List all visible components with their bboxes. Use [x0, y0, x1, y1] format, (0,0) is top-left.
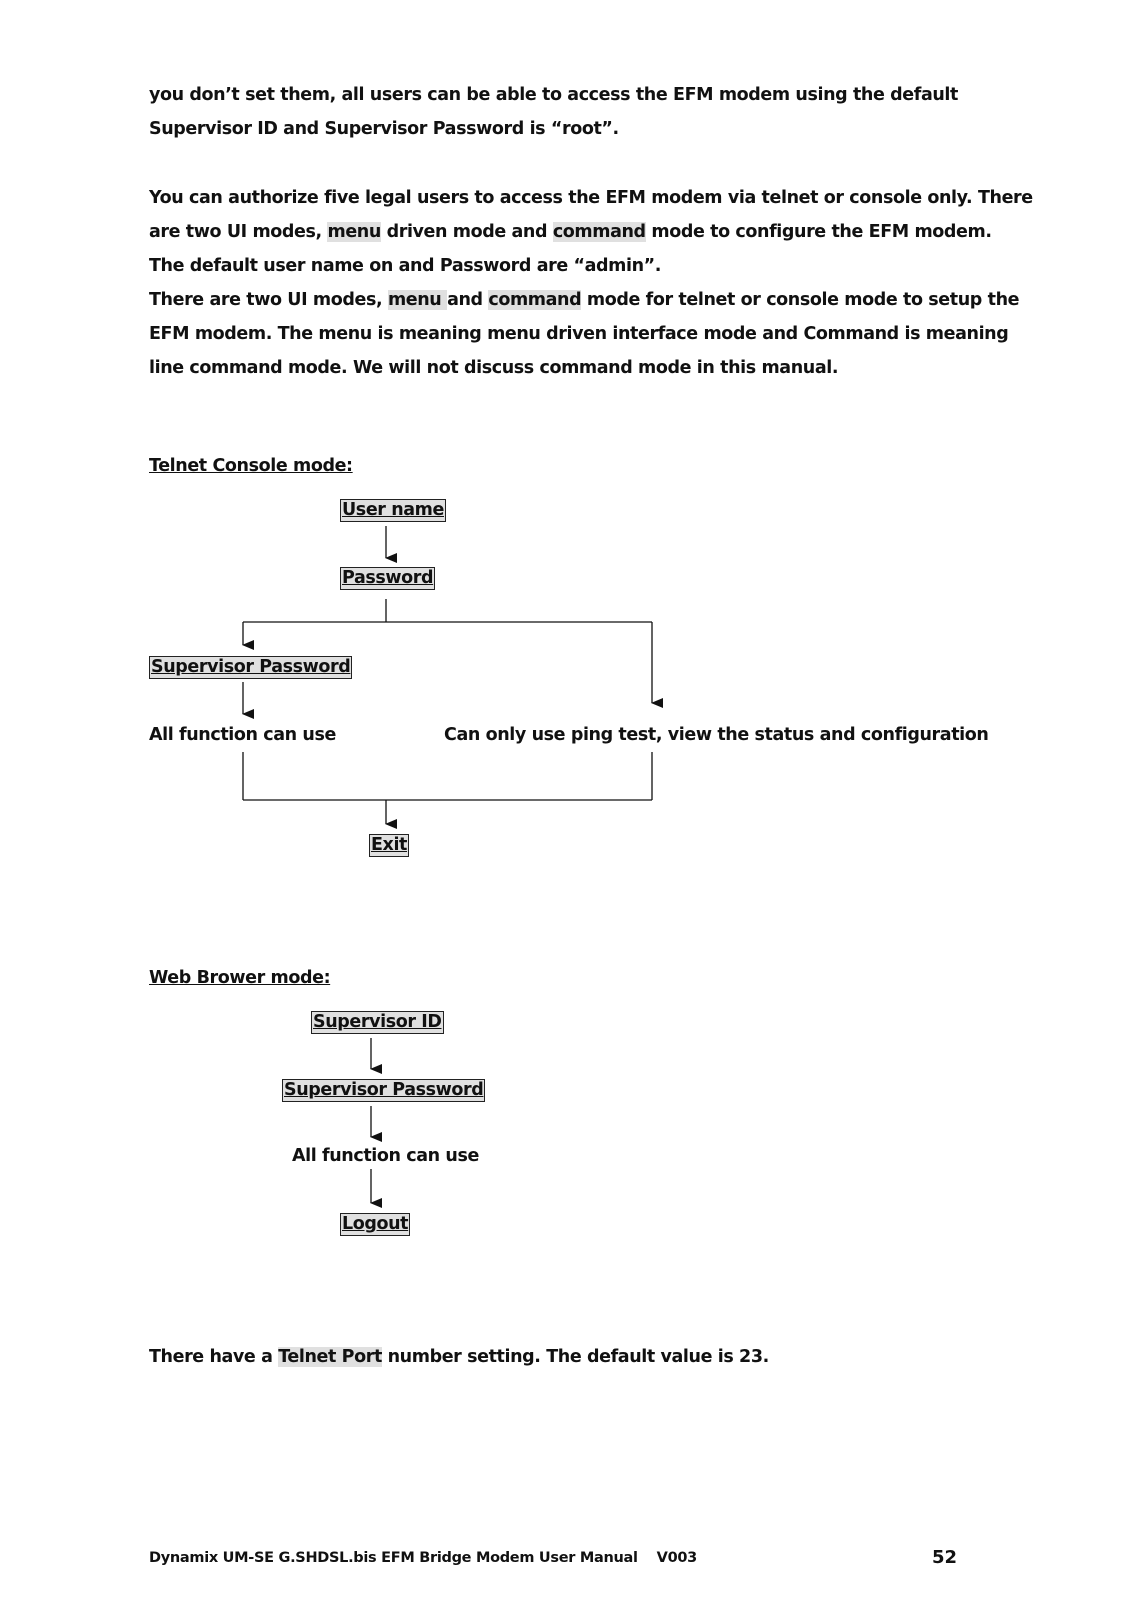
user-name-box: User name [342, 500, 444, 520]
telnet-console-heading: Telnet Console mode: [149, 456, 353, 476]
paragraph-line: The default user name on and Password are “admin”. [149, 256, 661, 276]
password-box: Password [342, 568, 434, 588]
paragraph-line [149, 289, 1019, 311]
web-supervisor-password-box: Supervisor Password [284, 1080, 484, 1100]
paragraph-line: line command mode. We will not discuss command mode in this manual. [149, 358, 839, 378]
logout-box: Logout [342, 1214, 409, 1234]
all-function-label: All function can use [149, 725, 336, 745]
highlight-telnet-port: Telnet Port [278, 1347, 382, 1367]
text-run: are two UI modes, [149, 222, 328, 242]
telnet-port-sentence [149, 1346, 769, 1368]
highlight-command: command [488, 290, 582, 310]
highlight-menu: menu [387, 290, 448, 310]
paragraph-line [149, 221, 992, 243]
text-run: mode to configure the EFM modem. [645, 222, 992, 242]
footer-title [149, 1550, 697, 1566]
text-run: number setting. The default value is 23. [381, 1347, 769, 1367]
exit-box: Exit [371, 835, 408, 855]
text-run: There are two UI modes, [149, 290, 388, 310]
footer-version: V003 [656, 1550, 697, 1566]
web-all-function-label: All function can use [292, 1146, 479, 1166]
footer-manual-title: Dynamix UM-SE G.SHDSL.bis EFM Bridge Modem User Manual [149, 1550, 638, 1566]
highlight-command: command [552, 222, 646, 242]
text-run: driven mode and [380, 222, 553, 242]
web-browser-heading: Web Brower mode: [149, 968, 331, 988]
paragraph-line: EFM modem. The menu is meaning menu driven interface mode and Command is meaning [149, 324, 1009, 344]
limited-function-label: Can only use ping test, view the status and configuration [444, 725, 989, 745]
highlight-menu: menu [327, 222, 381, 242]
supervisor-password-box: Supervisor Password [151, 657, 351, 677]
text-run: There have a [149, 1347, 279, 1367]
text-run: and [447, 290, 489, 310]
text-run: mode for telnet or console mode to setup the [581, 290, 1020, 310]
paragraph-line: You can authorize five legal users to access the EFM modem via telnet or console only. There [149, 188, 1033, 208]
page-number: 52 [932, 1547, 958, 1568]
supervisor-id-box: Supervisor ID [313, 1012, 442, 1032]
paragraph-line: you don’t set them, all users can be able to access the EFM modem using the default [149, 85, 958, 105]
paragraph-line: Supervisor ID and Supervisor Password is “root”. [149, 119, 619, 139]
